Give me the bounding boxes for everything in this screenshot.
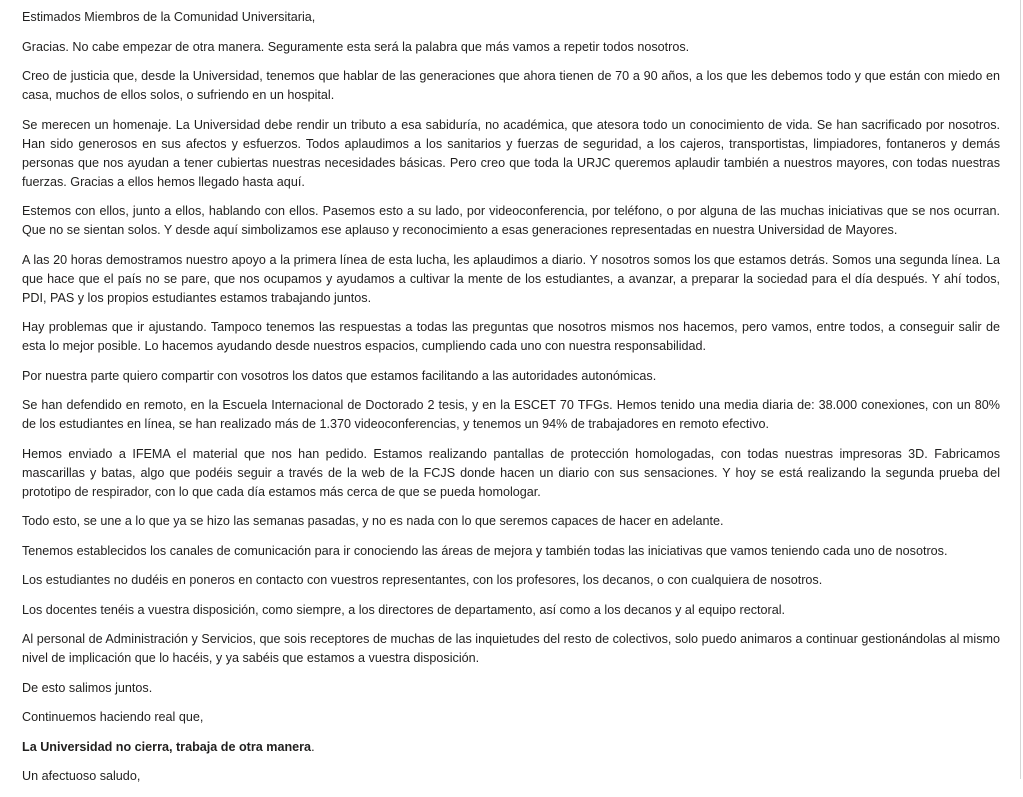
paragraph: Estemos con ellos, junto a ellos, hablando con ellos. Pasemos esto a su lado, por videoconferencia, por teléfono, o por alguna de las muchas iniciativas que se nos ocurran. Que no se sientan solos. Y desde aquí simbolizamos ese aplauso y reconocimiento a esas generaciones representadas en nuestra Universidad de Mayores. [22,204,1000,237]
paragraph: Tenemos establecidos los canales de comunicación para ir conociendo las áreas de mejora y también todas las iniciativas que vamos teniendo cada uno de nosotros. [22,543,948,558]
paragraph: Los estudiantes no dudéis en poneros en contacto con vuestros representantes, con los profesores, los decanos, o con cualquiera de nosotros. [22,573,823,587]
motto: La Universidad no cierra, trabaja de otra manera [22,739,312,754]
paragraph: Hemos enviado a IFEMA el material que nos han pedido. Estamos realizando pantallas de protección homologadas, con todas nuestras impresoras 3D. Fabricamos mascarillas y batas, algo que podéis seguir a través de la web de la FCJS donde hacen un diario con sus sensaciones. Y hoy se está realizando la segunda prueba del prototipo de respirador, con lo que cada día estamos más cerca de que se pueda homologar. [22,446,1000,499]
letter-body [22,8,1000,797]
paragraph: Todo esto, se une a lo que ya se hizo las semanas pasadas, y no es nada con lo que seremos capaces de hacer en adelante. [22,514,724,528]
letter-greeting: Estimados Miembros de la Comunidad Universitaria, [22,10,316,24]
motto-period: . [311,739,315,754]
paragraph: A las 20 horas demostramos nuestro apoyo a la primera línea de esta lucha, les aplaudimos a diario. Y nosotros somos los que estamos detrás. Somos una segunda línea. La que hace que el país no se pare, que nos ocupamos y ayudamos a cultivar la mente de los estudiantes, a avanzar, a preparar la sociedad para el día después. Y ahí todos, PDI, PAS y los propios estudiantes estamos trabajando juntos. [22,252,1000,305]
paragraph: Creo de justicia que, desde la Universidad, tenemos que hablar de las generaciones que ahora tienen de 70 a 90 años, a los que les debemos todo y que están con miedo en casa, muchos de ellos solos, o sufriendo en un hospital. [22,69,1000,102]
paragraph: Hay problemas que ir ajustando. Tampoco tenemos las respuestas a todas las preguntas que nosotros mismos nos hacemos, pero vamos, entre todos, a conseguir salir de esta lo mejor posible. Lo hacemos ayudando desde nuestros espacios, cumpliendo cada uno con nuestra responsabilidad. [22,320,1000,353]
paragraph: Se han defendido en remoto, en la Escuela Internacional de Doctorado 2 tesis, y en la ESCET 70 TFGs. Hemos tenido una media diaria de: 38.000 conexiones, con un 80% de los estudiantes en línea, se han realizado más de 1.370 videoconferencias, y tenemos un 94% de trabajadores en remoto efectivo. [22,398,1000,431]
paragraph: De esto salimos juntos. [22,680,153,695]
motto-line [22,738,1000,757]
paragraph: Gracias. No cabe empezar de otra manera. Seguramente esta será la palabra que más vamos a repetir todos nosotros. [22,39,690,54]
paragraph: Por nuestra parte quiero compartir con vosotros los datos que estamos facilitando a las autoridades autonómicas. [22,368,657,383]
pane-divider [1020,0,1021,779]
paragraph: Los docentes tenéis a vuestra disposición, como siempre, a los directores de departamento, así como a los decanos y al equipo rectoral. [22,602,786,617]
paragraph: Continuemos haciendo real que, [22,710,204,724]
paragraph: Se merecen un homenaje. La Universidad debe rendir un tributo a esa sabiduría, no académica, que atesora todo un conocimiento de vida. Se han sacrificado por nosotros. Han sido generosos en sus afectos y esfuerzos. Todos aplaudimos a los sanitarios y fuerzas de seguridad, a los cajeros, transportistas, limpiadores, fontaneros y demás personas que nos ayudan a tener cubiertas nuestras necesidades básicas. Pero creo que toda la URJC queremos aplaudir también a nuestros mayores, con todas nuestras fuerzas. Gracias a ellos hemos llegado hasta aquí. [22,117,1000,189]
paragraph: Al personal de Administración y Servicios, que sois receptores de muchas de las inquietudes del resto de colectivos, solo puedo animaros a continuar gestionándolas al mismo nivel de implicación que lo hacéis, y ya sabéis que estamos a vuestra disposición. [22,632,1000,665]
letter-closing: Un afectuoso saludo, [22,769,141,783]
